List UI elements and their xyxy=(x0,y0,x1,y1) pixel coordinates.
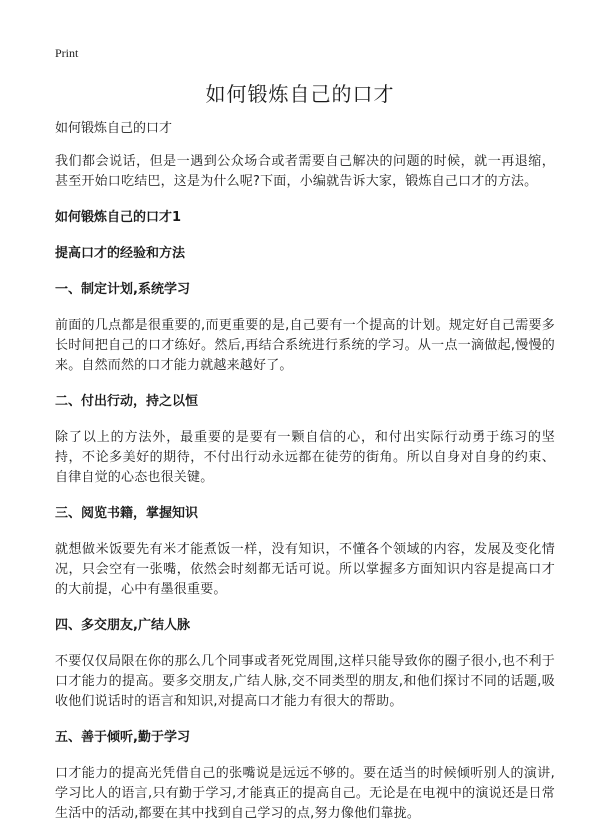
print-link[interactable]: Print xyxy=(55,46,79,60)
section-heading-1: 一、制定计划,系统学习 xyxy=(55,282,190,297)
document-content xyxy=(55,120,555,840)
section-subtitle: 提高口才的经验和方法 xyxy=(55,246,186,261)
section-heading-3: 三、阅览书籍，掌握知识 xyxy=(55,506,199,521)
section-heading-5: 五、善于倾听,勤于学习 xyxy=(55,730,190,745)
section-heading-2: 二、付出行动，持之以恒 xyxy=(55,394,199,409)
section-body-5: 口才能力的提高光凭借自己的张嘴说是远远不够的。要在适当的时候倾听别人的演讲,学习比人的语言,只有勤于学习,才能真正的提高自己。无论是在电视中的演说还是日常生活中的活动,都要在其中找到自己学习的点,努力像他们靠拢。 xyxy=(55,766,555,821)
section-title: 如何锻炼自己的口才1 xyxy=(55,210,182,225)
document-subtitle: 如何锻炼自己的口才 xyxy=(55,121,173,136)
section-body-4: 不要仅仅局限在你的那么几个同事或者死党周围,这样只能导致你的圈子很小,也不利于口才能力的提高。要多交朋友,广结人脉,交不同类型的朋友,和他们探讨不同的话题,吸收他们说话时的语言和知识,对提高口才能力有很大的帮助。 xyxy=(55,654,555,709)
document-title: 如何锻炼自己的口才 xyxy=(205,82,395,106)
intro-paragraph: 我们都会说话，但是一遇到公众场合或者需要自己解决的问题的时候，就一再退缩，甚至开始口吃结巴，这是为什么呢?下面，小编就告诉大家，锻炼自己口才的方法。 xyxy=(55,154,555,189)
section-body-2: 除了以上的方法外，最重要的是要有一颗自信的心，和付出实际行动勇于练习的坚持，不论多美好的期待，不付出行动永远都在徒劳的街角。所以自身对自身的约束、自律自觉的心态也很关键。 xyxy=(55,430,555,485)
section-body-1: 前面的几点都是很重要的,而更重要的是,自己要有一个提高的计划。规定好自己需要多长时间把自己的口才练好。然后,再结合系统进行系统的学习。从一点一滴做起,慢慢的来。自然而然的口才能力就越来越好了。 xyxy=(55,318,555,373)
section-body-3: 就想做米饭要先有米才能煮饭一样，没有知识，不懂各个领域的内容，发展及变化情况，只会空有一张嘴，依然会时刻都无话可说。所以掌握多方面知识内容是提高口才的大前提，心中有墨很重要。 xyxy=(55,542,555,597)
section-heading-4: 四、多交朋友,广结人脉 xyxy=(55,618,190,633)
